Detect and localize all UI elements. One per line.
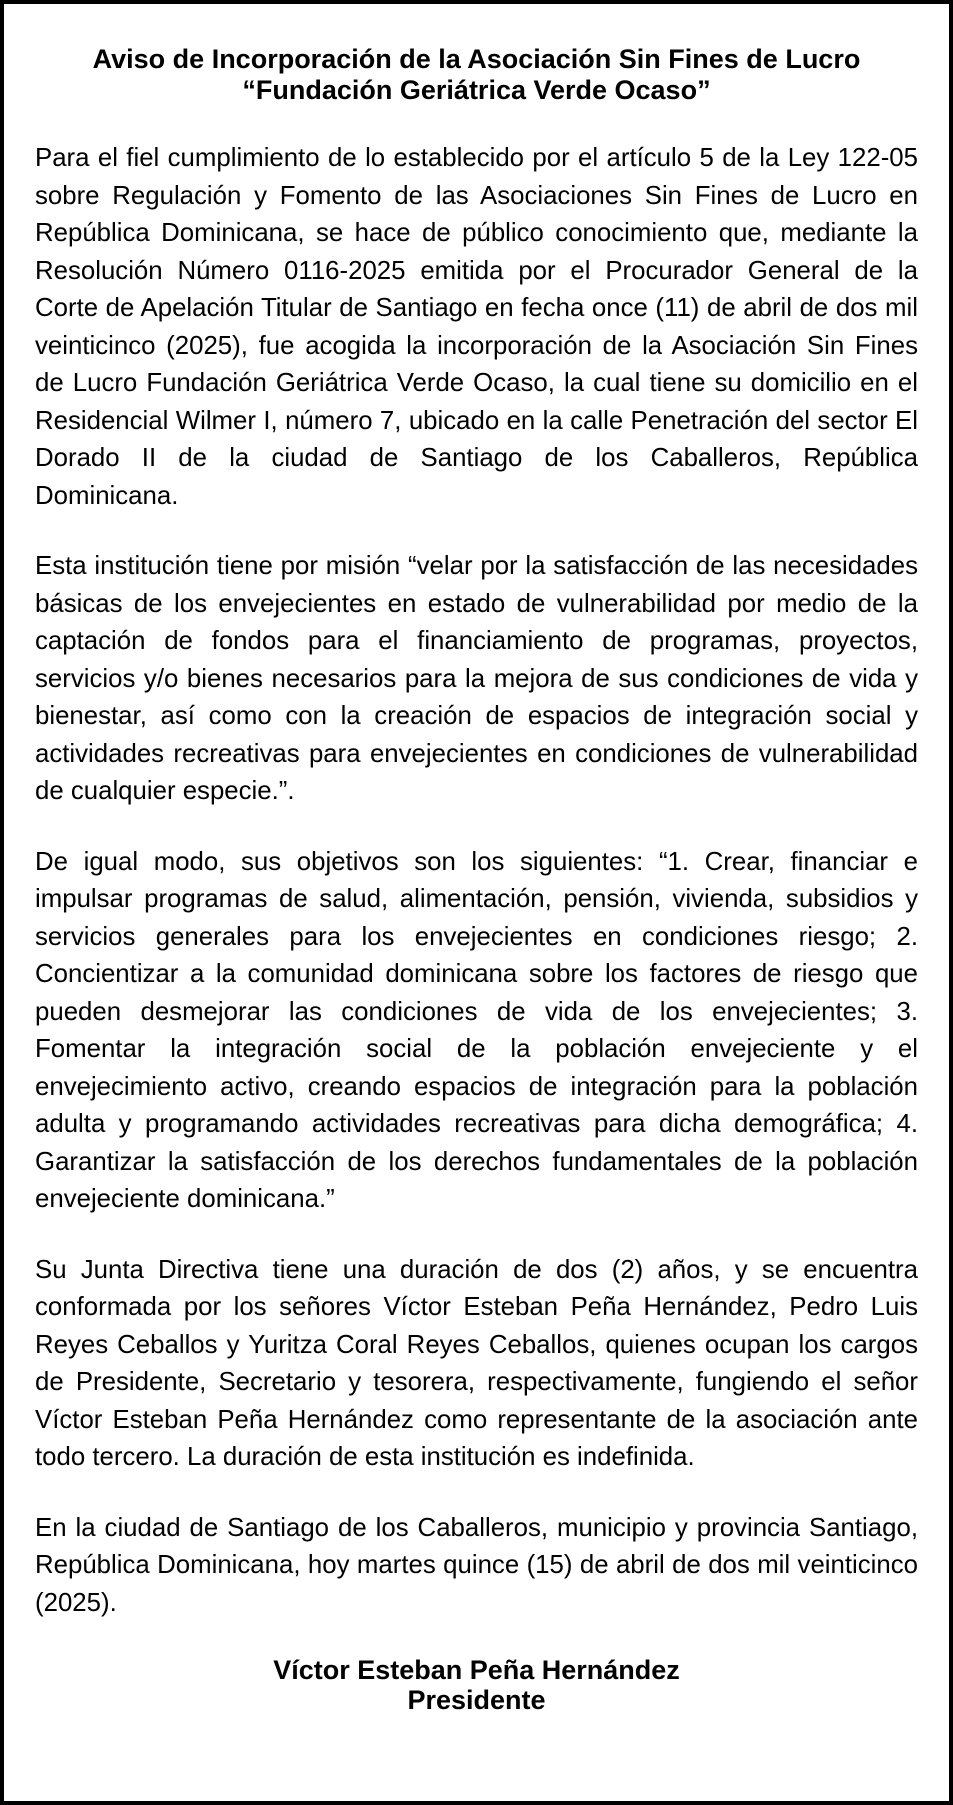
signature-name: Víctor Esteban Peña Hernández [273, 1655, 680, 1685]
paragraph-place-date: En la ciudad de Santiago de los Caballeros, municipio y provincia Santiago, República Dominicana, hoy martes quince (15) de abril de dos mil veinticinco (2025). [35, 1513, 918, 1617]
notice-title-line-2: “Fundación Geriátrica Verde Ocaso” [242, 75, 711, 105]
paragraph-board: Su Junta Directiva tiene una duración de dos (2) años, y se encuentra conformada por los señores Víctor Esteban Peña Hernández, Pedro Luis Reyes Ceballos y Yuritza Coral Reyes Ceballos, quienes ocupan los cargos de Presidente, Secretario y tesorera, respectivamente, fungiendo el señor Víctor Esteban Peña Hernández como representante de la asociación ante todo tercero. La duración de esta institución es indefinida. [35, 1255, 918, 1471]
paragraph-legal-basis: Para el fiel cumplimiento de lo establecido por el artículo 5 de la Ley 122-05 sobre Regulación y Fomento de las Asociaciones Sin Fines de Lucro en República Dominicana, se hace de público conocimiento que, mediante la Resolución Número 0116-2025 emitida por el Procurador General de la Corte de Apelación Titular de Santiago en fecha once (11) de abril de dos mil veinticinco (2025), fue acogida la incorporación de la Asociación Sin Fines de Lucro Fundación Geriátrica Verde Ocaso, la cual tiene su domicilio en el Residencial Wilmer I, número 7, ubicado en la calle Penetración del sector El Dorado II de la ciudad de Santiago de los Caballeros, República Dominicana. [35, 144, 918, 510]
signature-role: Presidente [407, 1685, 546, 1715]
signature-block [35, 1655, 918, 1715]
paragraph-mission: Esta institución tiene por misión “velar por la satisfacción de las necesidades básicas de los envejecientes en estado de vulnerabilidad por medio de la captación de fondos para el financiamiento de programas, proyectos, servicios y/o bienes necesarios para la mejora de sus condiciones de vida y bienestar, así como con la creación de espacios de integración social y actividades recreativas para envejecientes en condiciones de vulnerabilidad de cualquier especie.”. [35, 552, 918, 805]
paragraph-objectives: De igual modo, sus objetivos son los siguientes: “1. Crear, financiar e impulsar programas de salud, alimentación, pensión, vivienda, subsidios y servicios generales para los envejecientes en condiciones riesgo; 2. Concientizar a la comunidad dominicana sobre los factores de riesgo que pueden desmejorar las condiciones de vida de los envejecientes; 3. Fomentar la integración social de la población envejeciente y el envejecimiento activo, creando espacios de integración para la población adulta y programando actividades recreativas para dicha demográfica; 4. Garantizar la satisfacción de los derechos fundamentales de la población envejeciente dominicana.” [35, 847, 918, 1213]
notice-title-line-1: Aviso de Incorporación de la Asociación Sin Fines de Lucro [92, 44, 861, 74]
notice-title [35, 44, 918, 106]
